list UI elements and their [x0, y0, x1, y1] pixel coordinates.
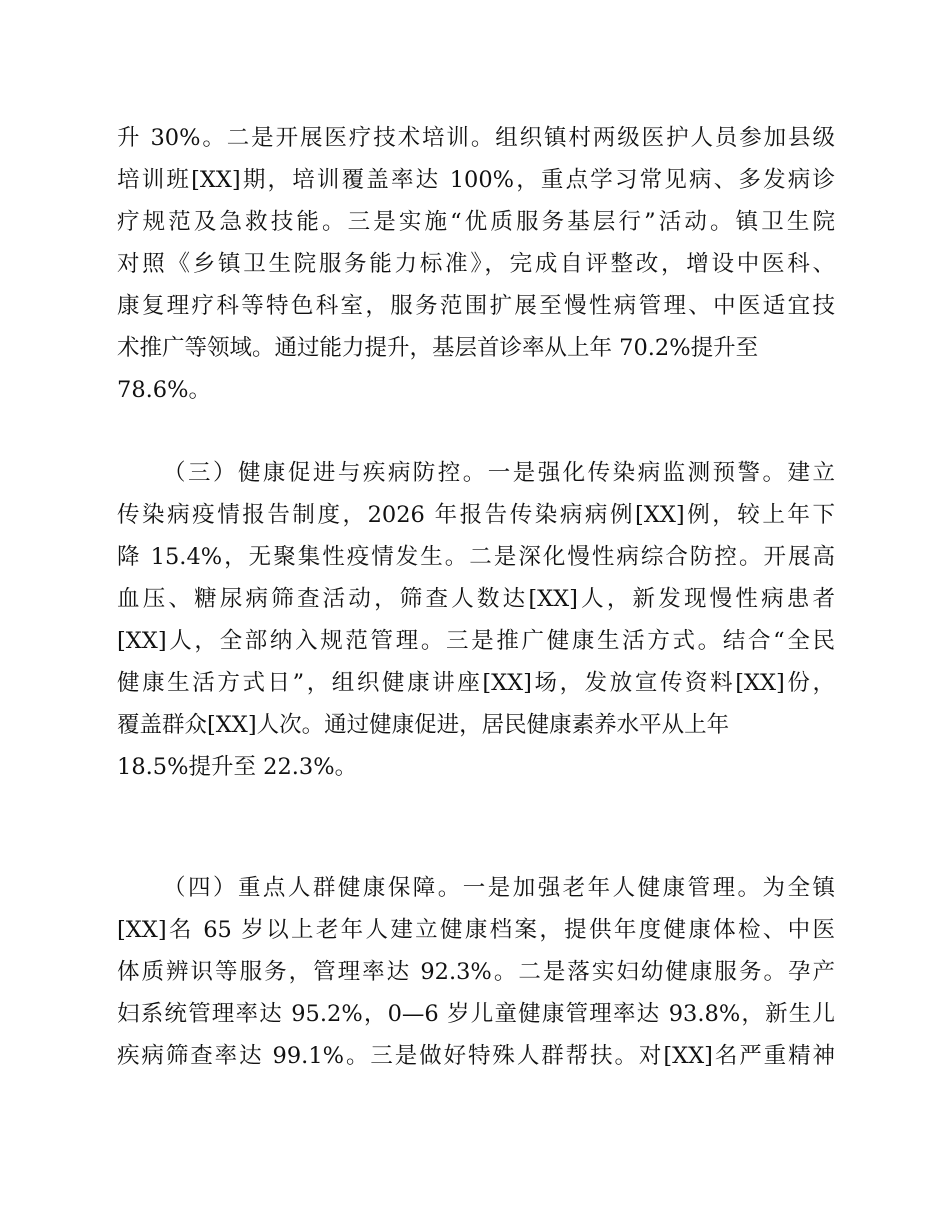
section-heading-line: （四）重点人群健康保障。一是加强老年人健康管理。为全镇	[163, 875, 835, 901]
text-line: 78.6%。	[117, 377, 211, 403]
text-line: 血压、糖尿病筛查活动，筛查人数达[XX]人，新发现慢性病患者	[117, 586, 835, 612]
text-line: 体质辨识等服务，管理率达 92.3%。二是落实妇幼健康服务。孕产	[117, 959, 835, 985]
paragraph-health-promotion	[117, 452, 835, 788]
text-line: 疗规范及急救技能。三是实施“优质服务基层行”活动。镇卫生院	[117, 209, 835, 235]
text-line: [XX]人，全部纳入规范管理。三是推广健康生活方式。结合“全民	[117, 628, 835, 654]
paragraph-key-populations	[117, 867, 835, 1077]
paragraph-medical-training	[117, 117, 835, 411]
text-line: 术推广等领域。通过能力提升，基层首诊率从上年 70.2%提升至	[117, 335, 759, 361]
text-line: 18.5%提升至 22.3%。	[117, 754, 358, 780]
section-heading-line: （三）健康促进与疾病防控。一是强化传染病监测预警。建立	[163, 460, 835, 486]
text-line: 健康生活方式日”，组织健康讲座[XX]场，发放宣传资料[XX]份，	[117, 670, 835, 696]
text-line: 传染病疫情报告制度，2026 年报告传染病病例[XX]例，较上年下	[117, 502, 835, 528]
text-line: [XX]名 65 岁以上老年人建立健康档案，提供年度健康体检、中医	[117, 917, 835, 943]
text-line: 疾病筛查率达 99.1%。三是做好特殊人群帮扶。对[XX]名严重精神	[117, 1043, 835, 1069]
text-line: 培训班[XX]期，培训覆盖率达 100%，重点学习常见病、多发病诊	[117, 167, 835, 193]
text-line: 升 30%。二是开展医疗技术培训。组织镇村两级医护人员参加县级	[117, 125, 835, 151]
text-line: 对照《乡镇卫生院服务能力标准》，完成自评整改，增设中医科、	[117, 251, 835, 277]
text-line: 降 15.4%，无聚集性疫情发生。二是深化慢性病综合防控。开展高	[117, 544, 835, 570]
text-line: 覆盖群众[XX]人次。通过健康促进，居民健康素养水平从上年	[117, 712, 730, 738]
text-line: 妇系统管理率达 95.2%，0—6 岁儿童健康管理率达 93.8%，新生儿	[117, 1001, 835, 1027]
text-line: 康复理疗科等特色科室，服务范围扩展至慢性病管理、中医适宜技	[117, 293, 835, 319]
